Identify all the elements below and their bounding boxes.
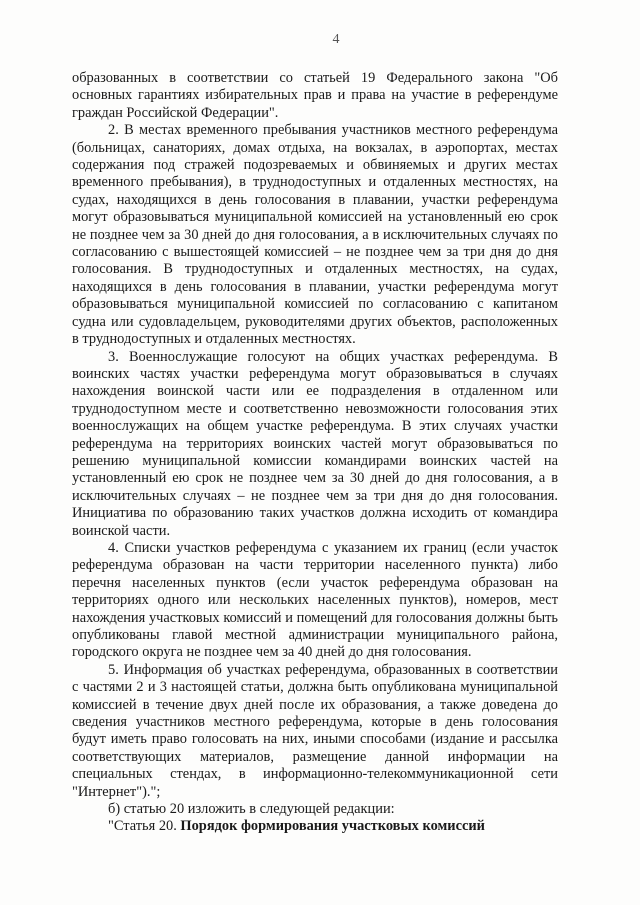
- article-20-heading: [72, 818, 558, 835]
- paragraph-part-4: 4. Списки участков референдума с указанием их границ (если участок референдума образован на части территории населенного пункта) либо перечня населенных пунктов (если участок референдума образован на территориях одного или нескольких населенных пунктов), номеров, мест нахождения участковых комиссий и помещений для голосования должны быть опубликованы главой местной администрации муниципального района, городского округа не позднее чем за 40 дней до дня голосования.: [72, 539, 558, 661]
- page-number: 4: [332, 32, 340, 47]
- document-body: [72, 70, 558, 836]
- paragraph-continuation: образованных в соответствии со статьей 19 Федерального закона "Об основных гарантиях избирательных прав и права на участие в референдуме граждан Российской Федерации".: [72, 70, 558, 121]
- article-20-prefix: "Статья 20.: [108, 818, 181, 835]
- paragraph-part-2: 2. В местах временного пребывания участников местного референдума (больницах, санаториях, домах отдыха, на вокзалах, в аэропортах, местах содержания под стражей подозреваемых и обвиняемых и других местах временного пребывания), в труднодоступных и отдаленных местностях, на судах, находящихся в день голосования в плавании, участки референдума могут образовываться муниципальной комиссией на установленный ею срок не позднее чем за 30 дней до дня голосования, а в исключительных случаях по согласованию с вышестоящей комиссией – не позднее чем за три дня до дня голосования. В труднодоступных и отдаленных местностях, на судах, находящихся в день голосования в плавании, участки референдума могут образовываться муниципальной комиссией по согласованию с капитаном судна или судовладельцем, руководителями других объектов, расположенных в труднодоступных и отдаленных местностях.: [72, 122, 558, 348]
- paragraph-part-5: 5. Информация об участках референдума, образованных в соответствии с частями 2 и 3 настоящей статьи, должна быть опубликована муниципальной комиссией в течение двух дней после их образования, а также доведена до сведения участников местного референдума, которые в день голосования будут иметь право голосовать на них, иными способами (издание и рассылка соответствующих материалов, размещение данной информации на специальных стендах, в информационно-телекоммуникационной сети "Интернет").";: [72, 661, 558, 800]
- paragraph-amendment-b: б) статью 20 изложить в следующей редакции:: [108, 801, 395, 818]
- article-20-title: Порядок формирования участковых комиссий: [180, 818, 485, 835]
- paragraph-part-3: 3. Военнослужащие голосуют на общих участках референдума. В воинских частях участки референдума могут образовываться в случаях нахождения воинской части или ее подразделения в отдаленном или труднодоступном месте и соответственно невозможности голосования этих военнослужащих на общем участке референдума. В этих случаях участки референдума на территориях воинских частей могут образовываться по решению муниципальной комиссии командирами воинских частей на установленный ею срок не позднее чем за 30 дней до дня голосования, а в исключительных случаях – не позднее чем за три дня до дня голосования. Инициатива по образованию таких участков должна исходить от командира воинской части.: [72, 348, 558, 539]
